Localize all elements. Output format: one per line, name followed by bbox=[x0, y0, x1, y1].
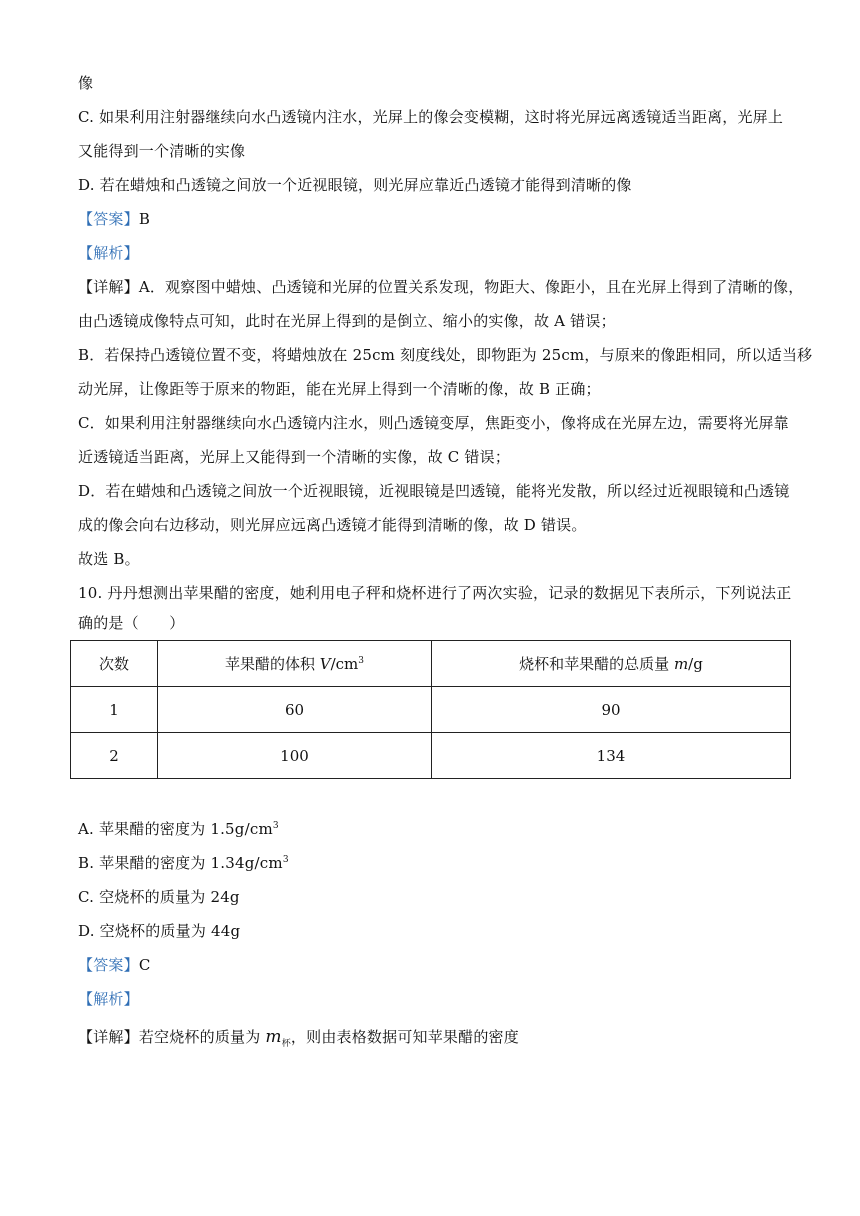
detail-line: 【详解】若空烧杯的质量为 $m_杯$，则由表格数据可知苹果醋的密度 bbox=[78, 1027, 519, 1049]
answer-value: C bbox=[138, 956, 151, 974]
table-row bbox=[71, 687, 791, 733]
option-b: B. 苹果醋的密度为 $1.34g/cm^3$ bbox=[78, 854, 289, 872]
analysis-label: 【解析】 bbox=[78, 244, 139, 262]
answer-line bbox=[78, 208, 790, 230]
table-header-cell: 苹果醋的体积 $V/cm^3$ bbox=[158, 641, 432, 687]
analysis-tag bbox=[78, 242, 790, 264]
answer-tag: 【答案】 bbox=[78, 210, 139, 228]
option-d: D. 空烧杯的质量为 44g bbox=[78, 922, 241, 940]
table-cell: 1 bbox=[71, 687, 158, 733]
table-cell: 134 bbox=[432, 733, 791, 779]
detail-line: B．若保持凸透镜位置不变，将蜡烛放在 25cm 刻度线处，即物距为 25cm，与原来的像距相同，所以适当移 bbox=[78, 346, 813, 364]
detail-line: 近透镜适当距离，光屏上又能得到一个清晰的实像，故 C 错误； bbox=[78, 448, 511, 466]
analysis-label: 【解析】 bbox=[78, 990, 139, 1008]
answer-tag: 【答案】 bbox=[78, 956, 139, 974]
detail-line: D．若在蜡烛和凸透镜之间放一个近视眼镜，近视眼镜是凹透镜，能将光发散，所以经过近视眼镜和凸透镜 bbox=[78, 482, 790, 500]
table-cell: 60 bbox=[158, 687, 432, 733]
conclusion-line: 故选 B。 bbox=[78, 550, 140, 568]
detail-line: C．如果利用注射器继续向水凸透镜内注水，则凸透镜变厚，焦距变小，像将成在光屏左边，需要将光屏靠 bbox=[78, 414, 789, 432]
option-c-text: C. 如果利用注射器继续向水凸透镜内注水，光屏上的像会变模糊，这时将光屏远离透镜适当距离，光屏上 bbox=[78, 108, 784, 126]
data-table bbox=[70, 640, 791, 779]
analysis-tag bbox=[78, 988, 790, 1010]
table-cell: 100 bbox=[158, 733, 432, 779]
detail-tag: 【详解】 bbox=[78, 1028, 139, 1046]
question-10-text: 确的是（ ） bbox=[78, 614, 185, 632]
option-a: A. 苹果醋的密度为 $1.5g/cm^3$ bbox=[78, 820, 279, 838]
answer-value: B bbox=[138, 210, 151, 228]
text-line: 像 bbox=[78, 74, 94, 92]
option-c: C. 空烧杯的质量为 24g bbox=[78, 888, 240, 906]
mass-symbol: m bbox=[265, 1027, 282, 1047]
table-row bbox=[71, 733, 791, 779]
detail-tag: 【详解】 bbox=[78, 278, 139, 296]
table-cell: 2 bbox=[71, 733, 158, 779]
table-header-row bbox=[71, 641, 791, 687]
question-10-text: 10. 丹丹想测出苹果醋的密度，她利用电子秤和烧杯进行了两次实验，记录的数据见下表所示，下列说法正 bbox=[78, 584, 792, 602]
detail-text: A．观察图中蜡烛、凸透镜和光屏的位置关系发现，物距大、像距小，且在光屏上得到了清晰的像， bbox=[138, 278, 804, 296]
text-line: 又能得到一个清晰的实像 bbox=[78, 142, 246, 160]
table-cell: 90 bbox=[432, 687, 791, 733]
detail-line: 动光屏，让像距等于原来的物距，能在光屏上得到一个清晰的像，故 B 正确； bbox=[78, 380, 601, 398]
answer-line bbox=[78, 954, 790, 976]
table-header-cell: 烧杯和苹果醋的总质量 m/g bbox=[432, 641, 791, 687]
detail-line bbox=[78, 276, 804, 298]
detail-line: 由凸透镜成像特点可知，此时在光屏上得到的是倒立、缩小的实像，故 A 错误； bbox=[78, 312, 616, 330]
table-header-cell: 次数 bbox=[71, 641, 158, 687]
option-d-text: D. 若在蜡烛和凸透镜之间放一个近视眼镜，则光屏应靠近凸透镜才能得到清晰的像 bbox=[78, 176, 632, 194]
detail-line: 成的像会向右边移动，则光屏应远离凸透镜才能得到清晰的像，故 D 错误。 bbox=[78, 516, 587, 534]
